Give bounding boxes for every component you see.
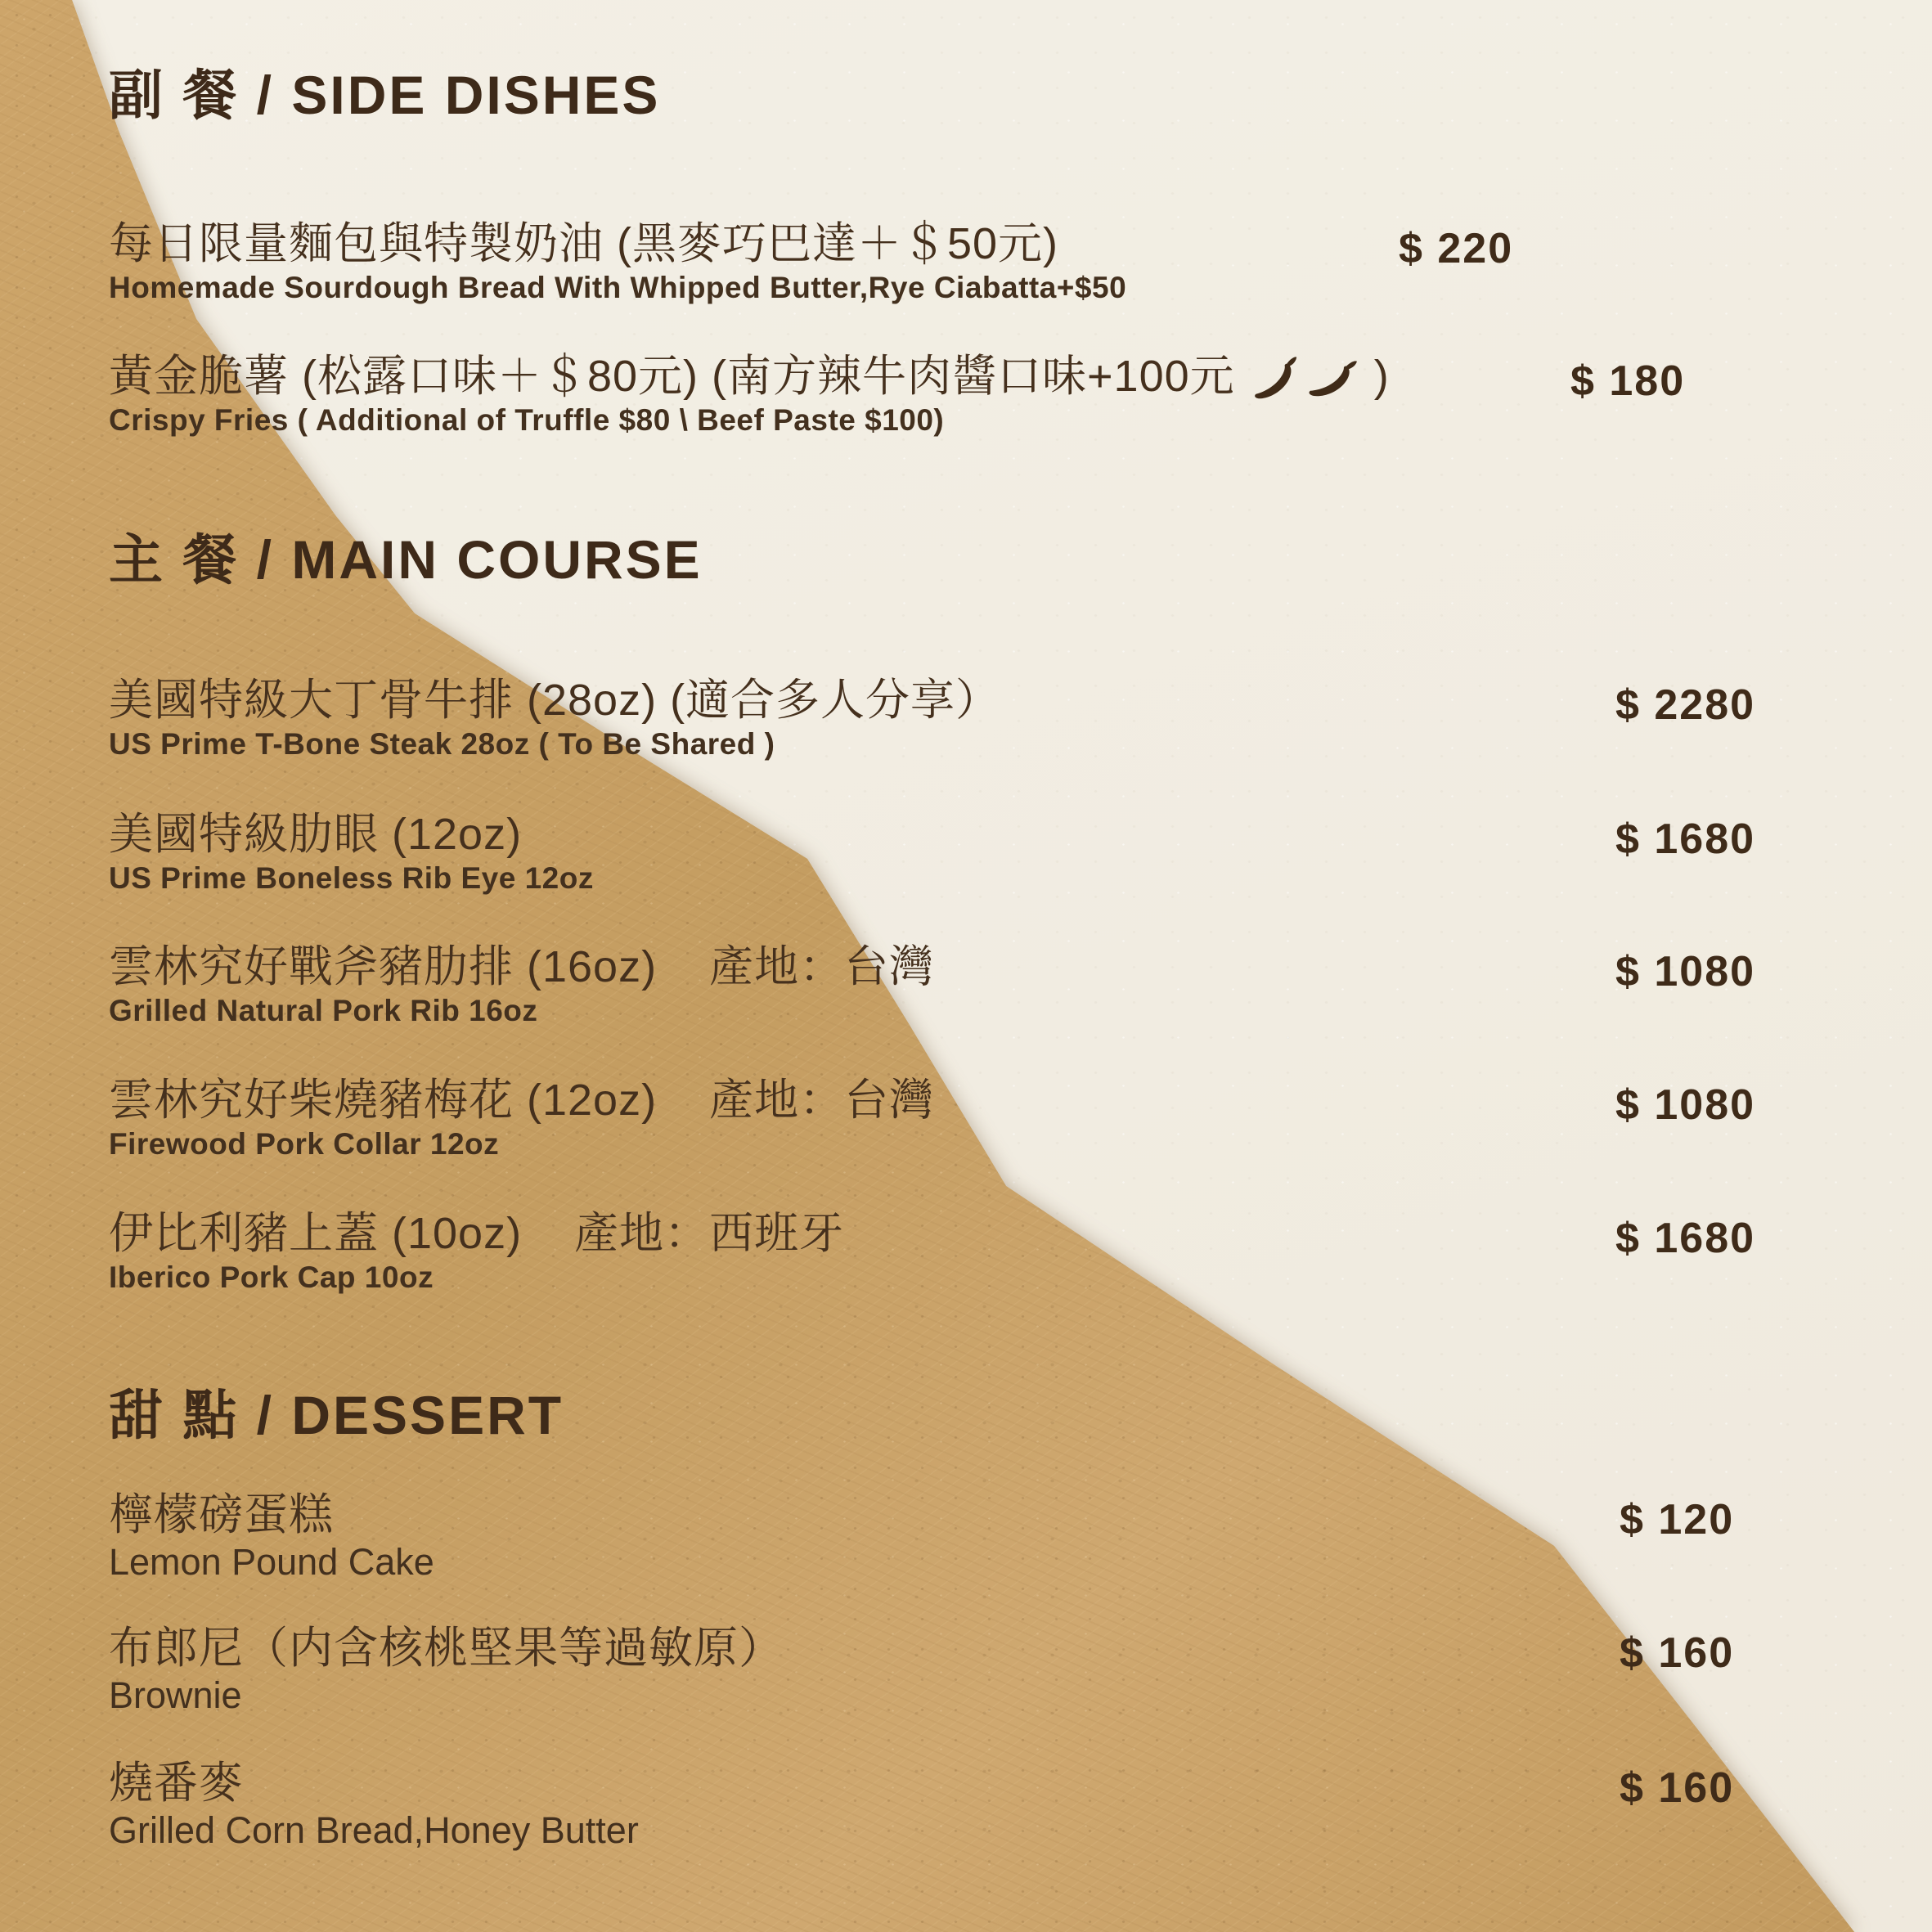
menu-item — [109, 1759, 1932, 1852]
menu-item — [109, 1209, 1932, 1296]
section-title-dessert: 甜 點 / DESSERT — [109, 1385, 564, 1445]
item-price: $ 1680 — [1615, 815, 1756, 863]
chili-icon — [1303, 349, 1358, 404]
item-name-en: Brownie — [109, 1674, 242, 1716]
item-name-en: Iberico Pork Cap 10oz — [109, 1260, 434, 1294]
item-name-zh: 雲林究好戰斧豬肋排 (16oz) 產地：台灣 — [109, 942, 935, 991]
item-name-zh: 美國特級肋眼 (12oz) — [109, 810, 523, 859]
item-name-en: US Prime Boneless Rib Eye 12oz — [109, 861, 594, 895]
menu-item — [109, 676, 1932, 762]
item-name-zh: 每日限量麵包與特製奶油 (黑麥巧巴達＋＄50元) — [109, 219, 1059, 268]
section-title-side-dishes: 副 餐 / SIDE DISHES — [109, 65, 661, 125]
item-name-zh: 燒番麥 — [109, 1759, 244, 1808]
menu-item — [109, 1490, 1932, 1584]
item-name-zh: 雲林究好柴燒豬梅花 (12oz) 產地：台灣 — [109, 1076, 935, 1125]
item-price: $ 1080 — [1615, 1081, 1756, 1129]
item-name-en: US Prime T-Bone Steak 28oz ( To Be Shared ) — [109, 727, 775, 761]
menu-item — [109, 219, 1932, 306]
item-name-en: Lemon Pound Cake — [109, 1541, 434, 1583]
item-name-zh-close: ) — [1373, 352, 1390, 401]
item-price: $ 1080 — [1615, 948, 1756, 995]
item-price: $ 220 — [1399, 225, 1514, 272]
menu-item — [109, 1624, 1932, 1717]
item-name-en: Crispy Fries ( Additional of Truffle $80 \ Beef Paste $100) — [109, 403, 945, 437]
menu-item — [109, 810, 1932, 896]
item-name-zh: 美國特級大丁骨牛排 (28oz) (適合多人分享） — [109, 676, 1001, 725]
menu-item — [109, 352, 1932, 438]
item-name-en: Grilled Corn Bread,Honey Butter — [109, 1809, 639, 1851]
item-name-en: Homemade Sourdough Bread With Whipped Butter,Rye Ciabatta+$50 — [109, 271, 1127, 304]
item-name-zh: 黃金脆薯 (松露口味＋＄80元) (南方辣牛肉醬口味+100元 ) — [109, 352, 1932, 401]
item-name-zh: 伊比利豬上蓋 (10oz) 產地：西班牙 — [109, 1209, 845, 1258]
item-price: $ 1680 — [1615, 1215, 1756, 1262]
item-price: $ 120 — [1620, 1496, 1735, 1543]
item-name-en: Firewood Pork Collar 12oz — [109, 1127, 500, 1161]
chili-icon — [1250, 353, 1297, 401]
item-name-en: Grilled Natural Pork Rib 16oz — [109, 994, 538, 1027]
item-name-zh: 檸檬磅蛋糕 — [109, 1490, 334, 1539]
item-price: $ 160 — [1620, 1764, 1735, 1812]
item-origin: 產地：台灣 — [709, 942, 935, 991]
menu-item — [109, 1076, 1932, 1162]
item-price: $ 2280 — [1615, 681, 1756, 729]
item-name-zh: 布郎尼（内含核桃堅果等過敏原） — [109, 1624, 784, 1673]
section-title-main-course: 主 餐 / MAIN COURSE — [109, 529, 703, 590]
item-origin: 產地：台灣 — [709, 1076, 935, 1125]
menu-item — [109, 942, 1932, 1029]
item-price: $ 160 — [1620, 1629, 1735, 1677]
item-origin: 產地：西班牙 — [574, 1209, 845, 1258]
item-price: $ 180 — [1570, 357, 1686, 405]
